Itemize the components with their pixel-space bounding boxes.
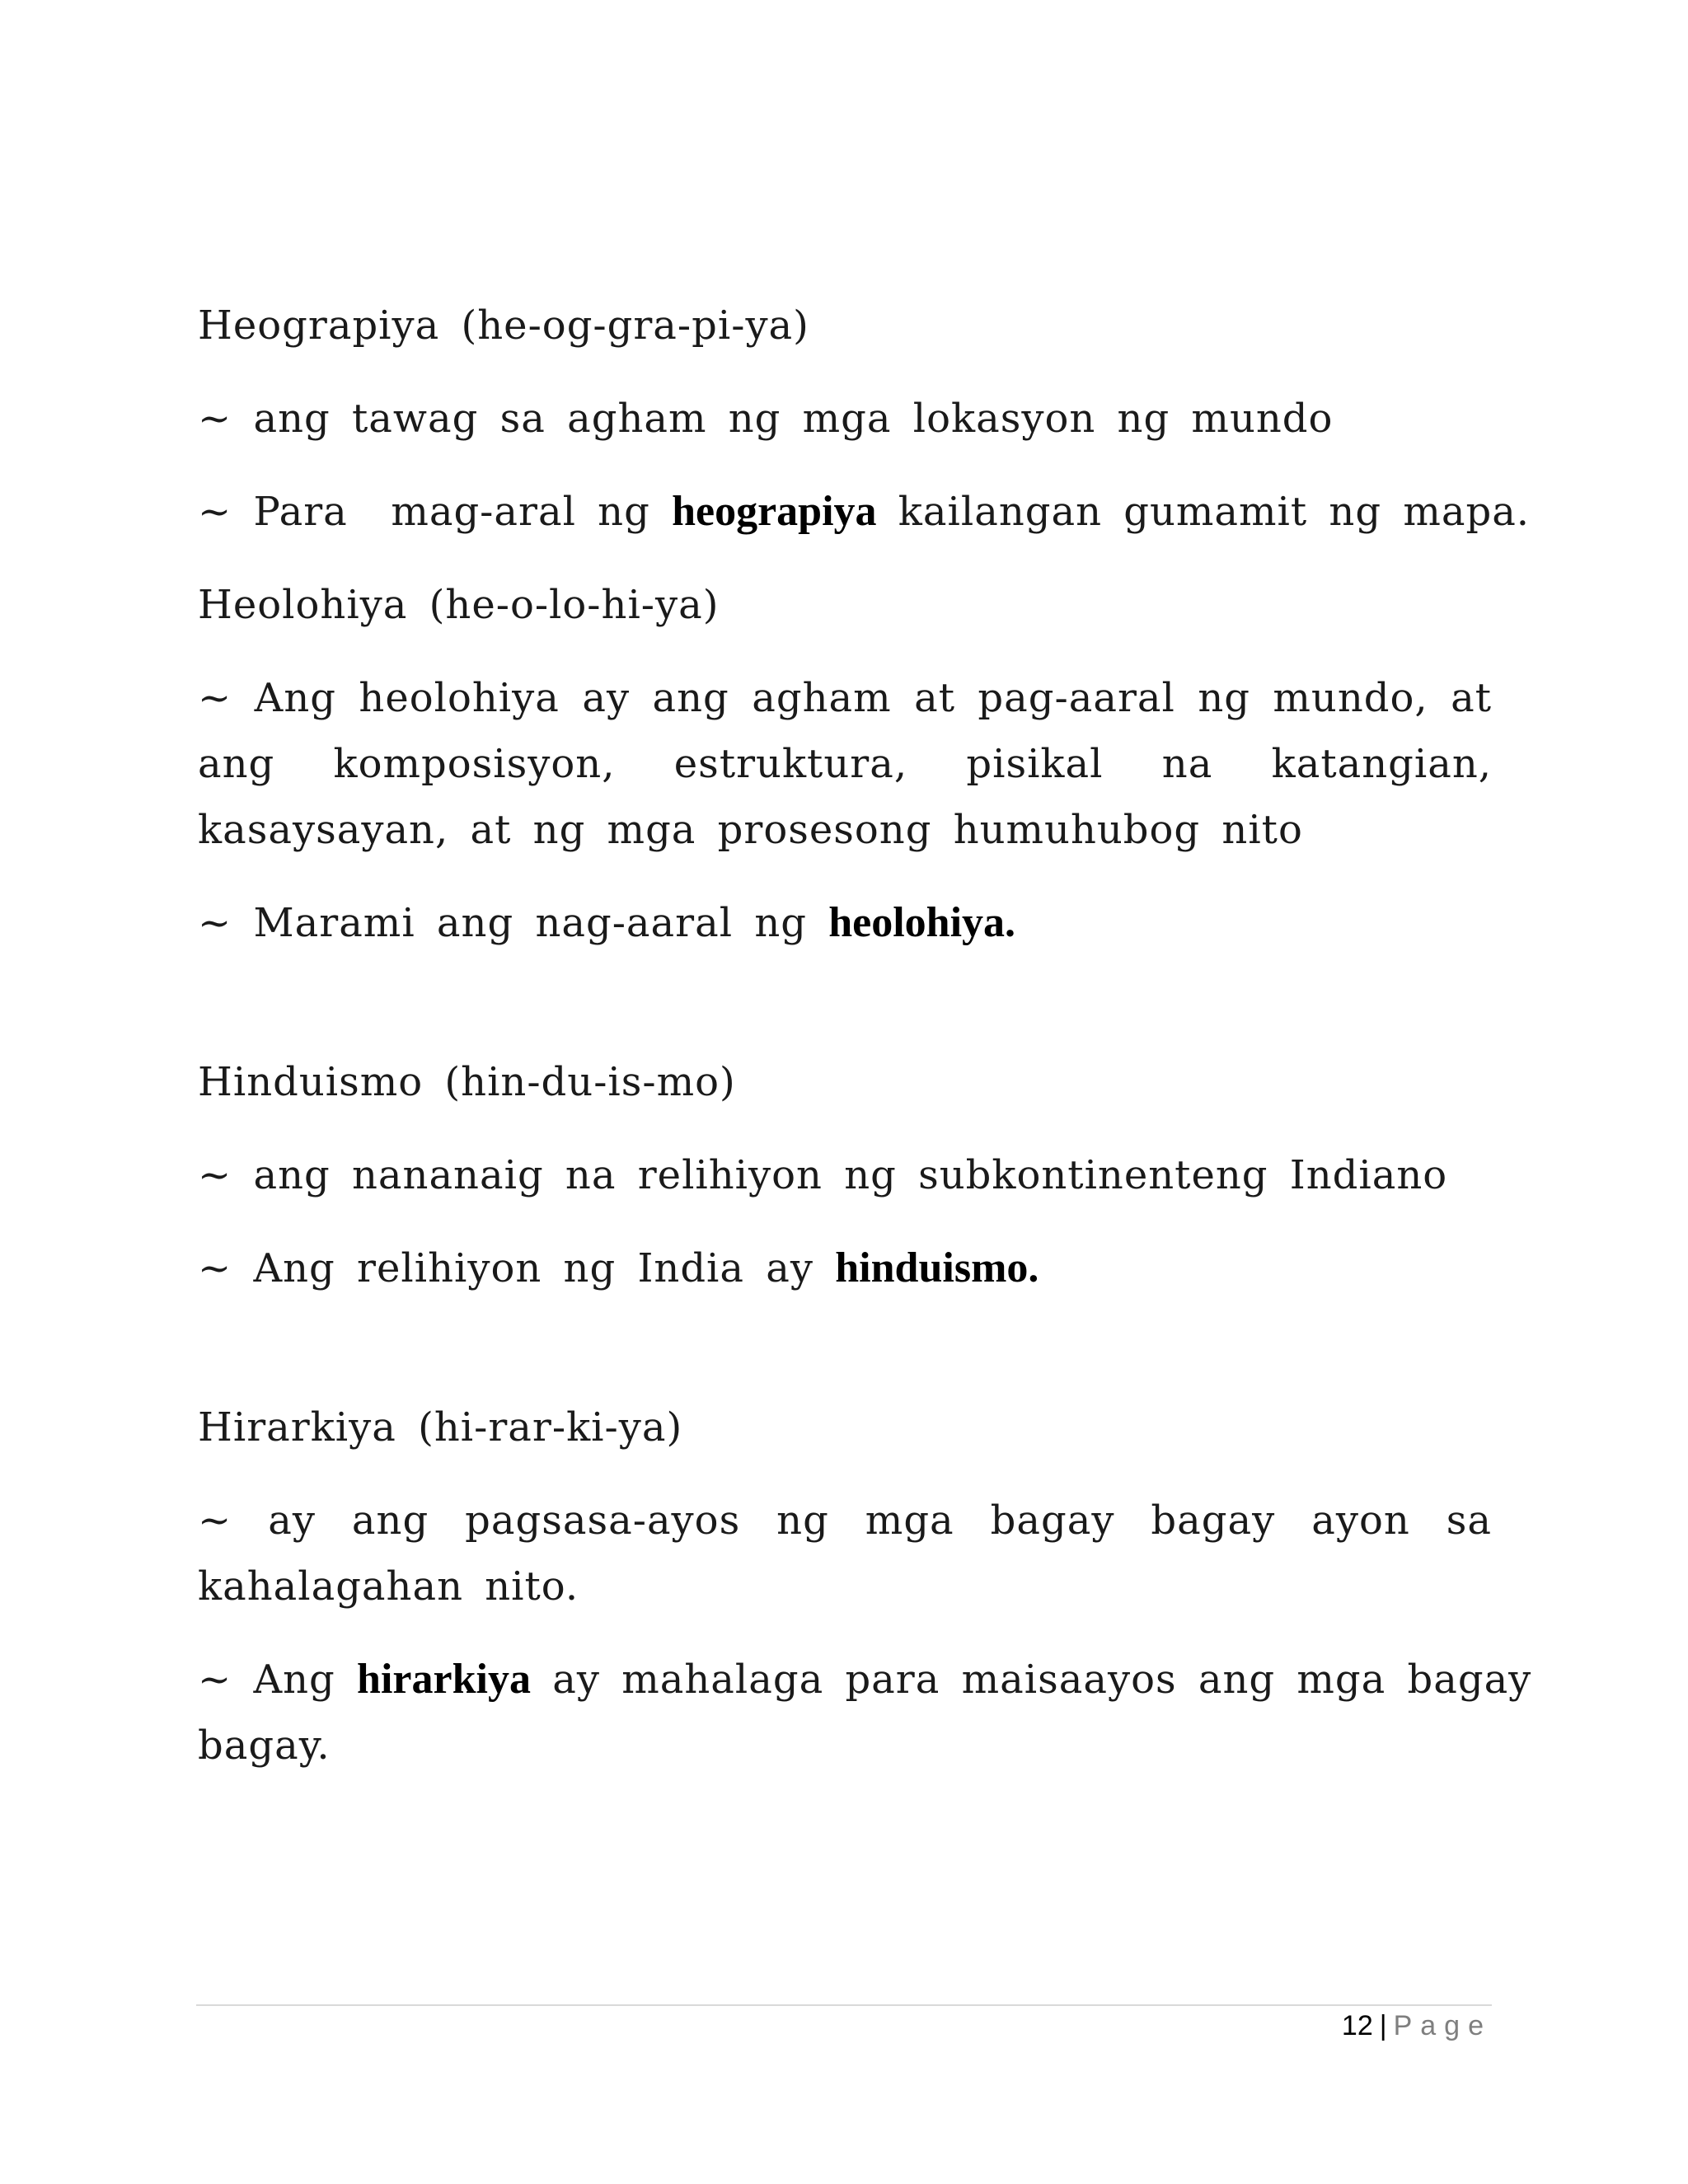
entry-example — [198, 1235, 1492, 1301]
example-keyword: heograpiya — [672, 488, 877, 535]
entry-heading: Hirarkiya (hi-rar-ki-ya) — [198, 1404, 683, 1451]
example-keyword: heolohiya. — [828, 899, 1016, 946]
glossary-entry-hirarkiya — [198, 1394, 1532, 1779]
example-keyword: hinduismo. — [835, 1244, 1039, 1291]
glossary-entry-heolohiya — [198, 572, 1492, 956]
example-line: bagay. — [198, 1722, 331, 1769]
entry-definition — [198, 665, 1492, 863]
entry-heading: Heolohiya (he-o-lo-hi-ya) — [198, 582, 720, 628]
example-text: ~ Ang relihiyon ng India ay — [198, 1245, 836, 1291]
example-text: ~ Ang — [198, 1657, 358, 1703]
definition-line: ~ ay ang pagsasa-ayos ng mga bagay bagay ayon sa — [198, 1497, 1492, 1544]
entry-example — [198, 1647, 1532, 1779]
footer-separator: | — [1379, 2010, 1387, 2041]
entry-definition — [198, 1488, 1492, 1619]
entry-heading: Heograpiya (he-og-gra-pi-ya) — [198, 302, 809, 349]
definition-line: ang komposisyon, estruktura, pisikal na katangian, — [198, 741, 1492, 787]
footer-divider — [196, 2004, 1492, 2006]
definition-line: kasaysayan, at ng mga prosesong humuhubog nito — [198, 807, 1303, 853]
example-text: kailangan gumamit ng mapa. — [876, 489, 1531, 535]
example-text: ~ Marami ang nag-aaral ng — [198, 900, 829, 946]
glossary-content — [198, 293, 1532, 1779]
page-number: 12 — [1341, 2010, 1373, 2041]
example-text: ay mahalaga para maisaayos ang mga bagay — [530, 1657, 1532, 1703]
entry-example — [198, 479, 1531, 545]
entry-definition: ~ ang nananaig na relihiyon ng subkontinenteng Indiano — [198, 1152, 1448, 1198]
page-footer — [1342, 2008, 1492, 2044]
definition-line: kahalagahan nito. — [198, 1563, 579, 1610]
glossary-entry-hinduismo — [198, 1049, 1492, 1301]
example-keyword: hirarkiya — [357, 1656, 531, 1703]
entry-definition: ~ ang tawag sa agham ng mga lokasyon ng mundo — [198, 396, 1334, 442]
definition-line: ~ Ang heolohiya ay ang agham at pag-aaral ng mundo, at — [198, 675, 1492, 721]
glossary-entry-heograpiya — [198, 293, 1531, 545]
example-text: ~ Para mag-aral ng — [198, 489, 673, 535]
example-line — [198, 1647, 1532, 1713]
entry-heading: Hinduismo (hin-du-is-mo) — [198, 1059, 736, 1105]
page-label: Page — [1393, 2010, 1492, 2041]
entry-example — [198, 890, 1492, 956]
